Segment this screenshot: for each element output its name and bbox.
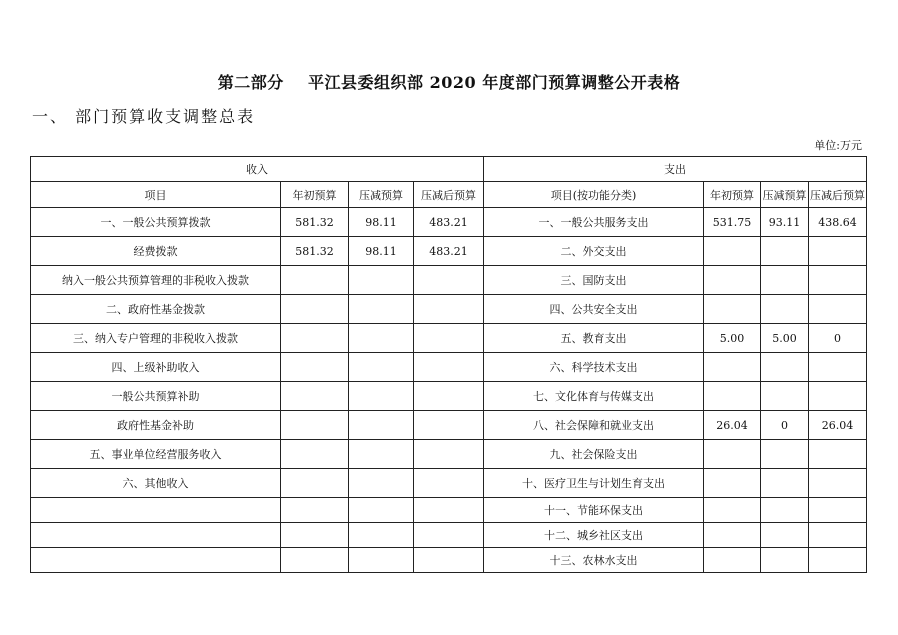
expense-cut-cell (761, 523, 809, 548)
expense-item-cell: 十三、农林水支出 (484, 548, 704, 573)
income-item-cell: 一般公共预算补助 (31, 382, 281, 411)
unit-label: 单位:万元 (814, 139, 862, 152)
expense-cut-cell (761, 237, 809, 266)
expense-initial-cell (704, 523, 761, 548)
expense-cut-cell (761, 440, 809, 469)
expense-cut-cell (761, 353, 809, 382)
income-item-cell (31, 498, 281, 523)
income-initial-cell (281, 295, 349, 324)
expense-item-cell: 六、科学技术支出 (484, 353, 704, 382)
income-cut-cell (349, 266, 414, 295)
expense-item-cell: 三、国防支出 (484, 266, 704, 295)
expense-after-cell (809, 382, 867, 411)
expense-initial-cell (704, 266, 761, 295)
income-cut-cell (349, 498, 414, 523)
income-initial-cell: 581.32 (281, 237, 349, 266)
expense-after-cell (809, 295, 867, 324)
income-after-cell (414, 324, 484, 353)
income-after-cell (414, 440, 484, 469)
income-cut-cell (349, 440, 414, 469)
income-cut-cell (349, 548, 414, 573)
expense-initial-cell (704, 295, 761, 324)
income-cut-cell (349, 295, 414, 324)
expense-item-cell: 十、医疗卫生与计划生育支出 (484, 469, 704, 498)
expense-item-cell: 十二、城乡社区支出 (484, 523, 704, 548)
income-header-after: 压减后预算 (414, 182, 484, 208)
expense-cut-cell (761, 266, 809, 295)
table-row (31, 295, 867, 324)
income-section-header: 收入 (31, 157, 484, 182)
expense-after-cell (809, 440, 867, 469)
expense-cut-cell (761, 469, 809, 498)
income-cut-cell: 98.11 (349, 237, 414, 266)
income-after-cell: 483.21 (414, 237, 484, 266)
table-row (31, 266, 867, 295)
income-cut-cell (349, 523, 414, 548)
expense-initial-cell (704, 498, 761, 523)
income-cut-cell (349, 353, 414, 382)
income-item-cell: 六、其他收入 (31, 469, 281, 498)
income-initial-cell: 581.32 (281, 208, 349, 237)
income-item-cell (31, 548, 281, 573)
expense-cut-cell: 93.11 (761, 208, 809, 237)
income-header-cut: 压减预算 (349, 182, 414, 208)
income-after-cell: 483.21 (414, 208, 484, 237)
income-item-cell: 纳入一般公共预算管理的非税收入拨款 (31, 266, 281, 295)
expense-initial-cell (704, 382, 761, 411)
income-cut-cell (349, 324, 414, 353)
income-item-cell: 五、事业单位经营服务收入 (31, 440, 281, 469)
income-after-cell (414, 295, 484, 324)
expense-item-cell: 七、文化体育与传媒支出 (484, 382, 704, 411)
income-cut-cell: 98.11 (349, 208, 414, 237)
expense-initial-cell (704, 353, 761, 382)
expense-item-cell: 四、公共安全支出 (484, 295, 704, 324)
expense-item-cell: 八、社会保障和就业支出 (484, 411, 704, 440)
income-item-cell: 经费拨款 (31, 237, 281, 266)
table-row (31, 353, 867, 382)
expense-after-cell: 0 (809, 324, 867, 353)
section-header-row (31, 157, 867, 182)
income-item-cell: 四、上级补助收入 (31, 353, 281, 382)
income-header-item: 项目 (31, 182, 281, 208)
expense-header-initial: 年初预算 (704, 182, 761, 208)
income-after-cell (414, 266, 484, 295)
expense-after-cell (809, 266, 867, 295)
expense-header-cut: 压减预算 (761, 182, 809, 208)
income-cut-cell (349, 411, 414, 440)
column-header-row (31, 182, 867, 208)
section-heading: 一、 部门预算收支调整总表 (32, 107, 256, 126)
expense-initial-cell (704, 440, 761, 469)
expense-item-cell: 十一、节能环保支出 (484, 498, 704, 523)
expense-initial-cell (704, 469, 761, 498)
table-body (31, 157, 867, 573)
income-after-cell (414, 498, 484, 523)
income-initial-cell (281, 523, 349, 548)
expense-after-cell (809, 353, 867, 382)
expense-header-after: 压减后预算 (809, 182, 867, 208)
expense-after-cell (809, 469, 867, 498)
table-row (31, 324, 867, 353)
income-after-cell (414, 548, 484, 573)
expense-item-cell: 九、社会保险支出 (484, 440, 704, 469)
income-after-cell (414, 382, 484, 411)
expense-item-cell: 二、外交支出 (484, 237, 704, 266)
expense-after-cell (809, 548, 867, 573)
income-item-cell: 二、政府性基金拨款 (31, 295, 281, 324)
expense-cut-cell (761, 382, 809, 411)
income-item-cell: 政府性基金补助 (31, 411, 281, 440)
expense-initial-cell (704, 548, 761, 573)
income-after-cell (414, 523, 484, 548)
income-cut-cell (349, 469, 414, 498)
table-row (31, 208, 867, 237)
expense-initial-cell: 531.75 (704, 208, 761, 237)
table-row (31, 382, 867, 411)
expense-cut-cell: 5.00 (761, 324, 809, 353)
income-initial-cell (281, 382, 349, 411)
expense-after-cell (809, 523, 867, 548)
income-after-cell (414, 469, 484, 498)
budget-adjustment-table (30, 156, 867, 573)
income-initial-cell (281, 324, 349, 353)
expense-cut-cell: 0 (761, 411, 809, 440)
table-row (31, 411, 867, 440)
expense-initial-cell (704, 237, 761, 266)
page-title: 第二部分 平江县委组织部 2020 年度部门预算调整公开表格 (217, 73, 681, 92)
income-item-cell (31, 523, 281, 548)
income-initial-cell (281, 353, 349, 382)
table-row (31, 498, 867, 523)
income-initial-cell (281, 440, 349, 469)
expense-after-cell (809, 237, 867, 266)
expense-item-cell: 五、教育支出 (484, 324, 704, 353)
expense-cut-cell (761, 498, 809, 523)
income-initial-cell (281, 548, 349, 573)
expense-header-item: 项目(按功能分类) (484, 182, 704, 208)
expense-section-header: 支出 (484, 157, 867, 182)
income-after-cell (414, 353, 484, 382)
income-initial-cell (281, 266, 349, 295)
table-row (31, 548, 867, 573)
table-row (31, 523, 867, 548)
expense-initial-cell: 5.00 (704, 324, 761, 353)
table-row (31, 440, 867, 469)
table-row (31, 237, 867, 266)
income-item-cell: 一、一般公共预算拨款 (31, 208, 281, 237)
income-initial-cell (281, 469, 349, 498)
expense-cut-cell (761, 548, 809, 573)
expense-item-cell: 一、一般公共服务支出 (484, 208, 704, 237)
expense-initial-cell: 26.04 (704, 411, 761, 440)
expense-after-cell (809, 498, 867, 523)
income-item-cell: 三、纳入专户管理的非税收入拨款 (31, 324, 281, 353)
income-cut-cell (349, 382, 414, 411)
expense-after-cell: 438.64 (809, 208, 867, 237)
income-header-initial: 年初预算 (281, 182, 349, 208)
income-initial-cell (281, 411, 349, 440)
expense-cut-cell (761, 295, 809, 324)
table-row (31, 469, 867, 498)
expense-after-cell: 26.04 (809, 411, 867, 440)
income-initial-cell (281, 498, 349, 523)
income-after-cell (414, 411, 484, 440)
